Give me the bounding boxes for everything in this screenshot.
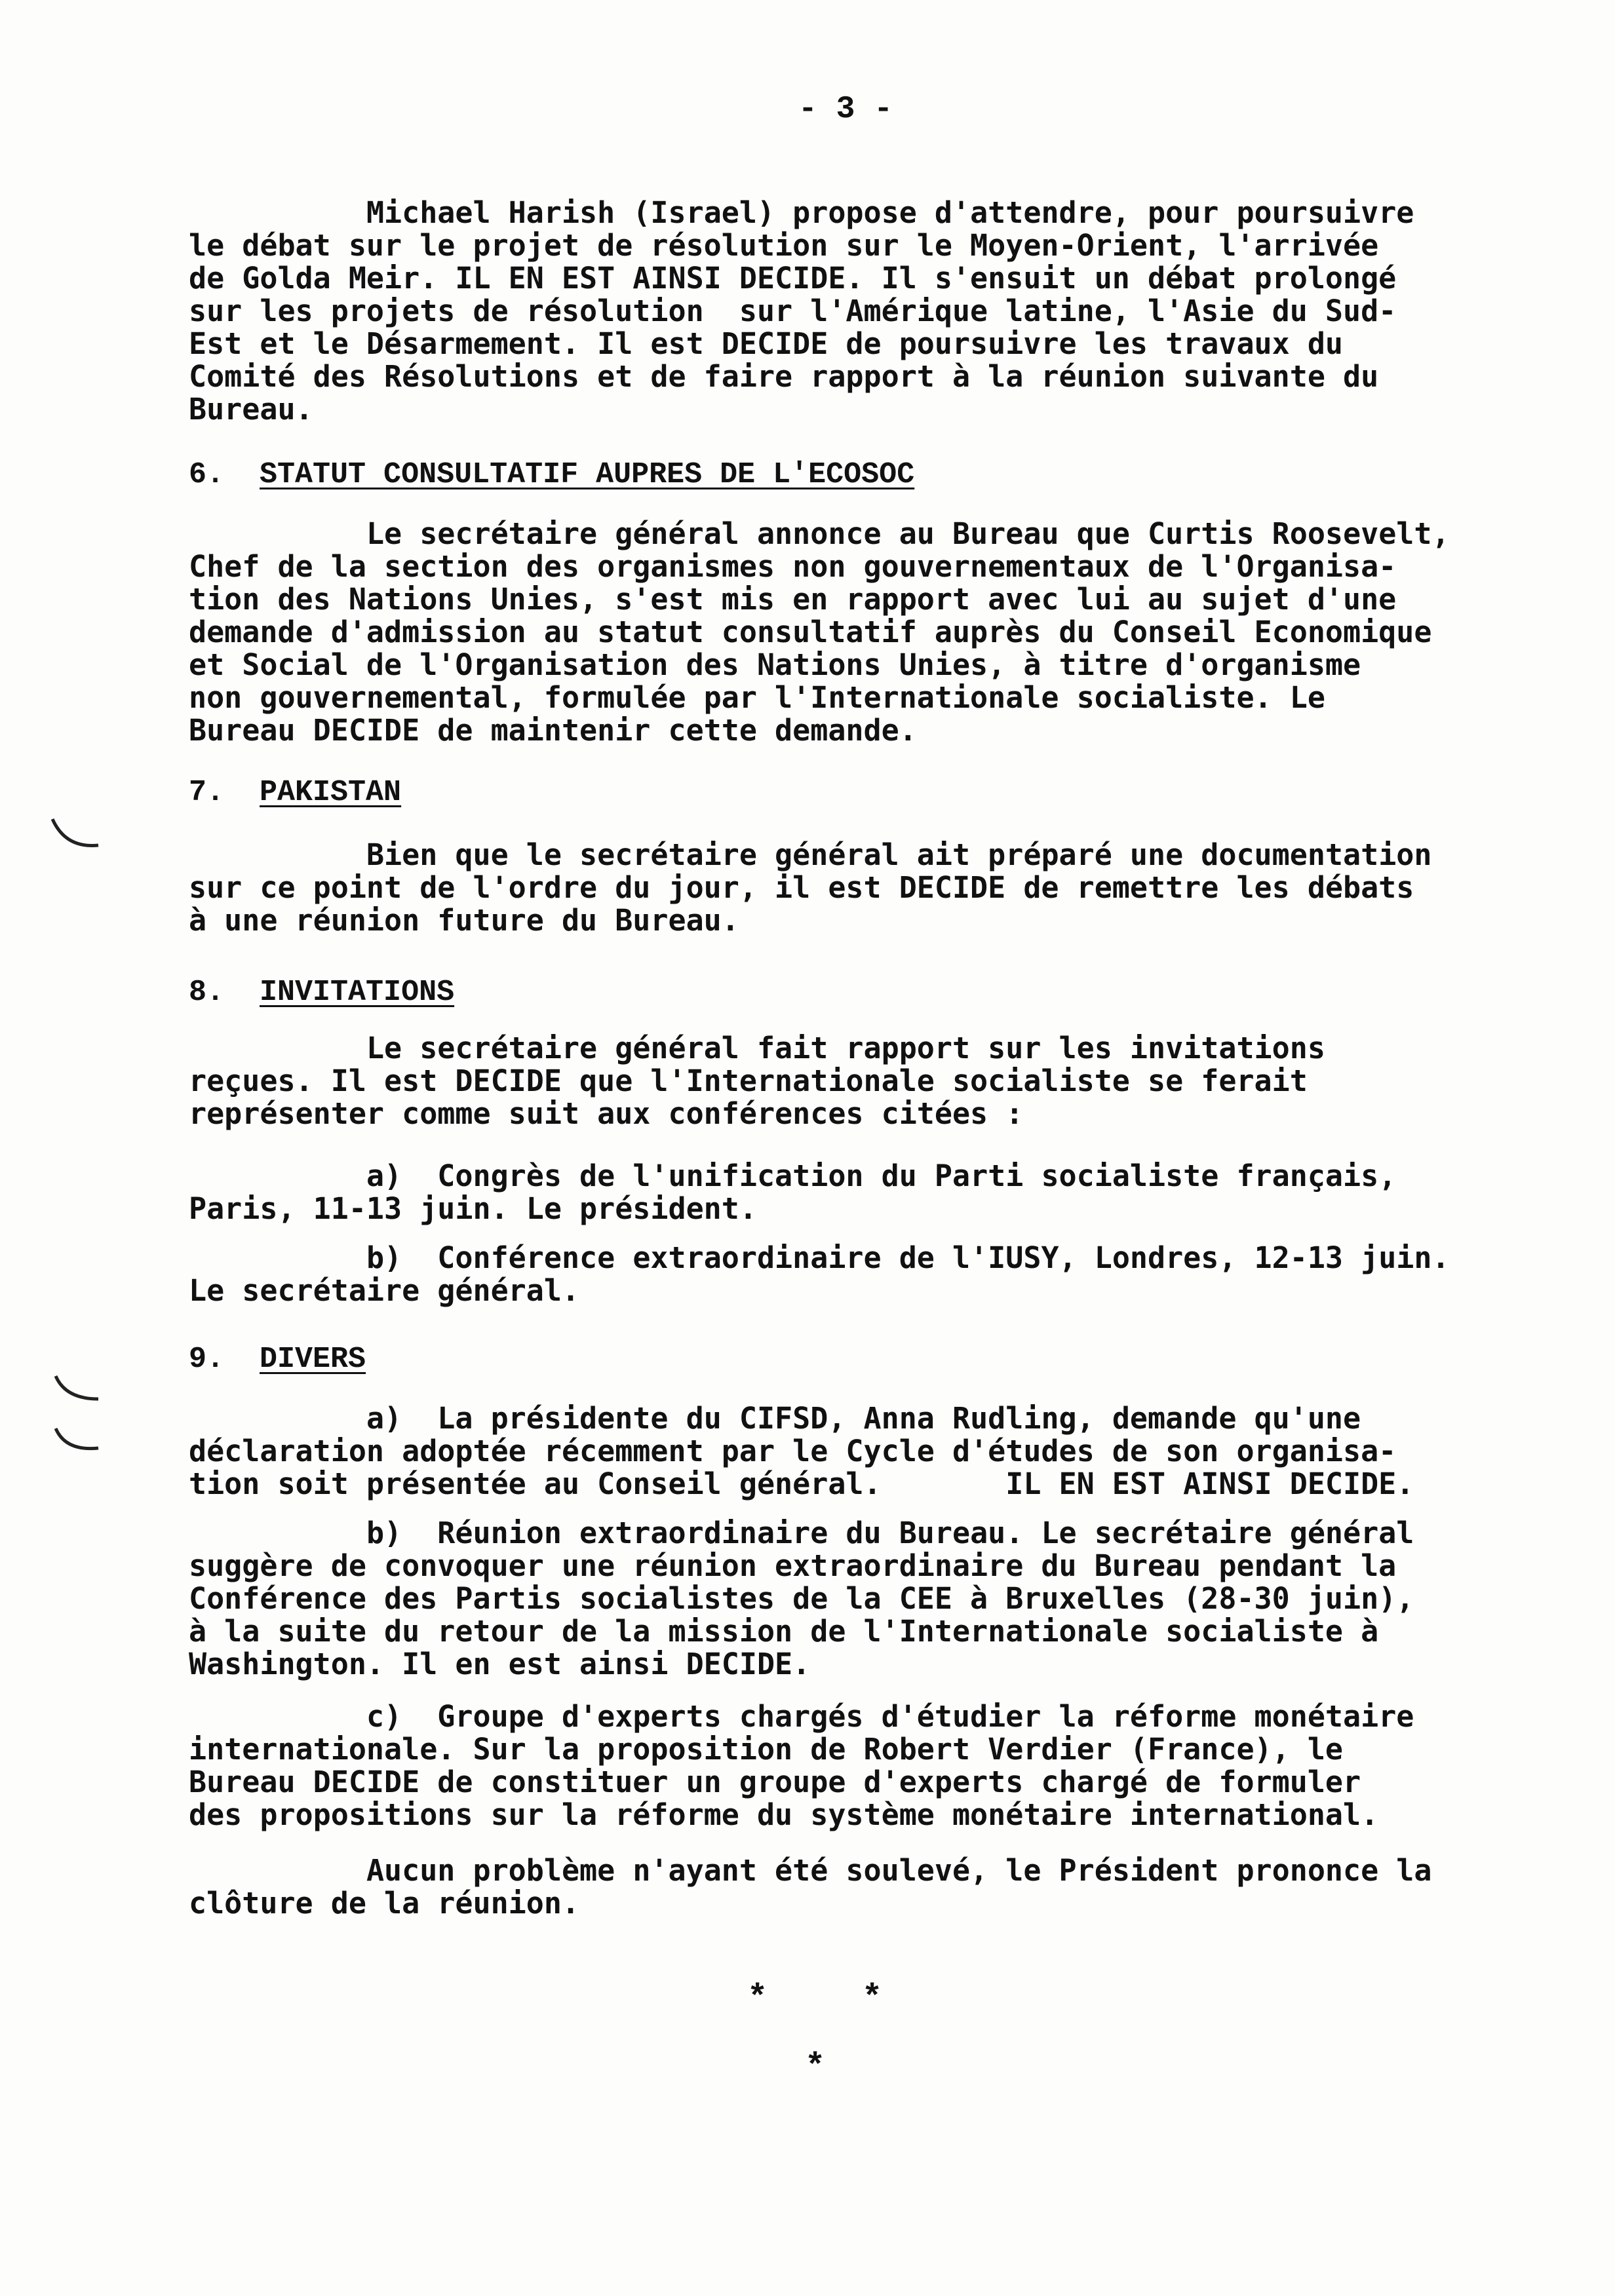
invitation-item-b: b) Conférence extraordinaire de l'IUSY, Londres, 12-13 juin. Le secrétaire général. <box>189 1240 1450 1308</box>
page-number: - 3 - <box>798 92 893 127</box>
section-heading-6 <box>189 459 914 491</box>
closing-asterisk: * <box>805 2048 826 2086</box>
closing-asterisk: * <box>747 1979 768 2018</box>
section-title: DIVERS <box>260 1343 366 1376</box>
closing-asterisk: * <box>862 1979 883 2018</box>
paragraph-invitations: Le secrétaire général fait rapport sur les invitations reçues. Il est DECIDE que l'Internationale socialiste se ferait représenter comme suit aux conférences citées : <box>189 1031 1325 1131</box>
paragraph-pakistan: Bien que le secrétaire général ait préparé une documentation sur ce point de l'ordre du jour, il est DECIDE de remettre les débats à une réunion future du Bureau. <box>189 837 1432 938</box>
section-number: 6. <box>189 458 225 491</box>
punch-hole-mark-icon <box>26 1363 105 1415</box>
section-title: PAKISTAN <box>260 776 402 809</box>
section-heading-8 <box>189 976 454 1009</box>
paragraph-middle-east: Michael Harish (Israel) propose d'attendre, pour poursuivre le débat sur le projet de résolution sur le Moyen-Orient, l'arrivée de Golda Meir. IL EN EST AINSI DECIDE. Il s'ensuit un débat prolongé sur les projets de résolution sur l'Amérique latine, l'Asie du Sud- Est et le Désarmement. Il est DECIDE de poursuivre les travaux du Comité des Résolutions et de faire rapport à la réunion suivante du Bureau. <box>189 195 1414 427</box>
divers-item-c: c) Groupe d'experts chargés d'étudier la réforme monétaire internationale. Sur la proposition de Robert Verdier (France), le Bureau DECIDE de constituer un groupe d'experts chargé de formuler des propositions sur la réforme du système monétaire international. <box>189 1699 1414 1832</box>
invitation-item-a: a) Congrès de l'unification du Parti socialiste français, Paris, 11-13 juin. Le président. <box>189 1158 1397 1226</box>
section-number: 7. <box>189 776 225 809</box>
punch-hole-mark-icon <box>26 799 105 878</box>
section-heading-9 <box>189 1343 366 1376</box>
paragraph-closing: Aucun problème n'ayant été soulevé, le Président prononce la clôture de la réunion. <box>189 1853 1432 1921</box>
section-title: STATUT CONSULTATIF AUPRES DE L'ECOSOC <box>260 458 915 491</box>
section-number: 9. <box>189 1343 225 1376</box>
paragraph-ecosoc: Le secrétaire général annonce au Bureau que Curtis Roosevelt, Chef de la section des organismes non gouvernementaux de l'Organisa- tion des Nations Unies, s'est mis en rapport avec lui au sujet d'une demande d'admission au statut consultatif auprès du Conseil Economique et Social de l'Organisation des Nations Unies, à titre d'organisme non gouvernemental, formulée par l'Internationale socialiste. Le Bureau DECIDE de maintenir cette demande. <box>189 516 1450 748</box>
divers-item-b: b) Réunion extraordinaire du Bureau. Le secrétaire général suggère de convoquer une réunion extraordinaire du Bureau pendant la Conférence des Partis socialistes de la CEE à Bruxelles (28-30 juin), à la suite du retour de la mission de l'Internationale socialiste à Washington. Il en est ainsi DECIDE. <box>189 1516 1414 1681</box>
section-number: 8. <box>189 976 225 1009</box>
section-heading-7 <box>189 776 401 809</box>
punch-hole-mark-icon <box>26 1415 105 1468</box>
divers-item-a: a) La présidente du CIFSD, Anna Rudling, demande qu'une déclaration adoptée récemment par le Cycle d'études de son organisa- tion soit présentée au Conseil général. IL EN EST AINSI DECIDE. <box>189 1401 1414 1501</box>
section-title: INVITATIONS <box>260 976 455 1009</box>
